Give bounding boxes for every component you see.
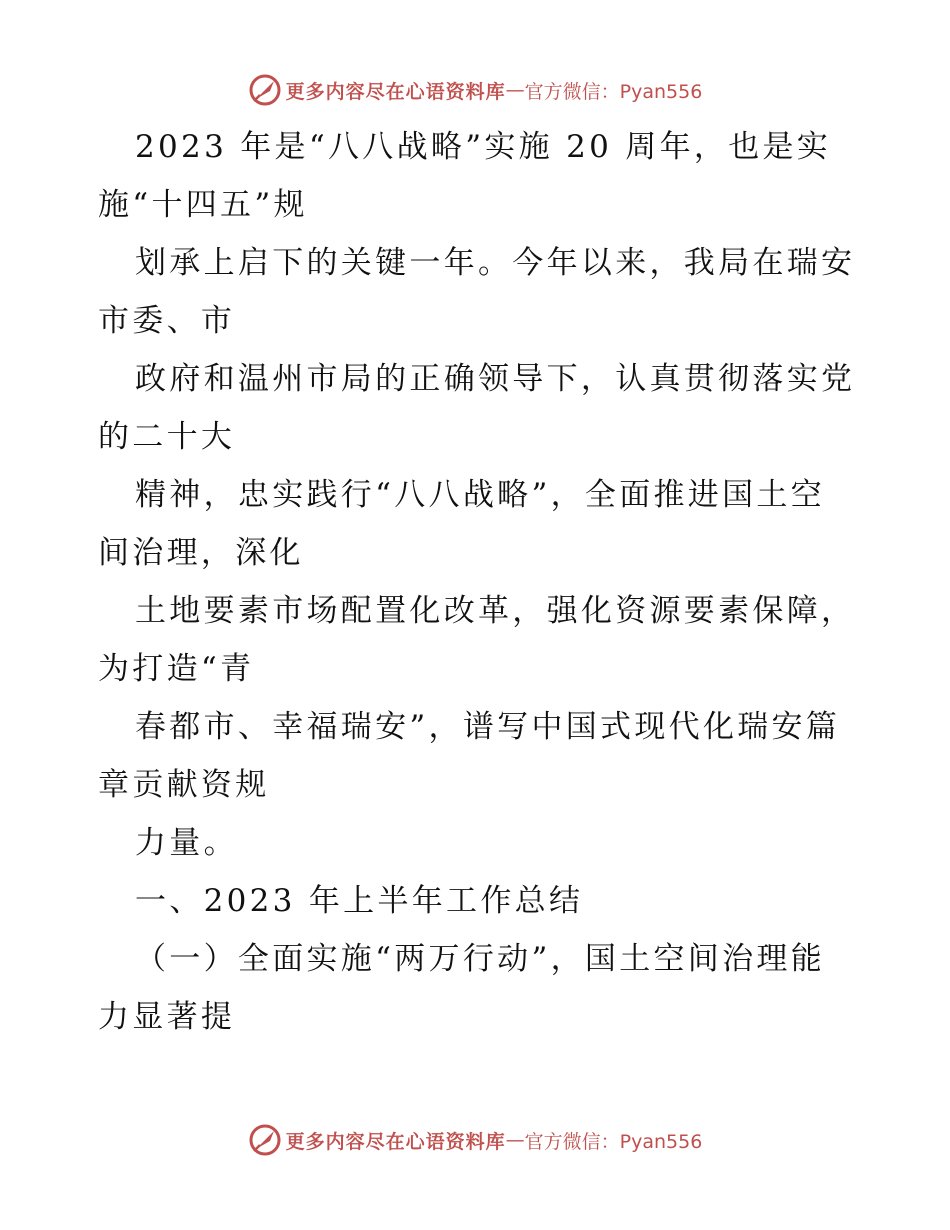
body-line: 政府和温州市局的正确领导下，认真贯彻落实党 [135,361,856,397]
body-line: 土地要素市场配置化改革，强化资源要素保障， [135,593,856,629]
body-line: 间治理，深化 [98,535,304,571]
body-line: 力显著提 [98,999,236,1035]
body-line: 为打造“青 [98,651,255,687]
body-line: 精神，忠实践行“八八战略”，全面推进国土空 [135,477,825,513]
section-heading: 一、2023 年上半年工作总结 [135,883,584,919]
quill-logo-icon [248,73,282,107]
banner-brand-text: 更多内容尽在心语资料库 [285,1130,506,1153]
body-line: 的二十大 [98,419,236,455]
banner-dash: — [505,79,525,101]
body-line: 春都市、幸福瑞安”，谱写中国式现代化瑞安篇 [135,709,841,745]
body-line: 力量。 [135,825,238,861]
banner-dash: — [505,1129,525,1151]
subsection-heading: （一）全面实施“两万行动”，国土空间治理能 [135,941,825,977]
body-line: 施“十四五”规 [98,187,308,223]
quill-logo-icon [248,1123,282,1157]
body-line: 划承上启下的关键一年。今年以来，我局在瑞安 [135,245,856,281]
footer-banner [0,1120,950,1160]
banner-wechat-text: 官方微信：Pyan556 [524,1130,703,1153]
header-banner [0,70,950,110]
body-line: 2023 年是“八八战略”实施 20 周年，也是实 [135,129,832,165]
banner-wechat-text: 官方微信：Pyan556 [524,80,703,103]
document-body [98,118,858,1046]
banner-brand-text: 更多内容尽在心语资料库 [285,80,506,103]
body-line: 市委、市 [98,303,236,339]
body-line: 章贡献资规 [98,767,270,803]
